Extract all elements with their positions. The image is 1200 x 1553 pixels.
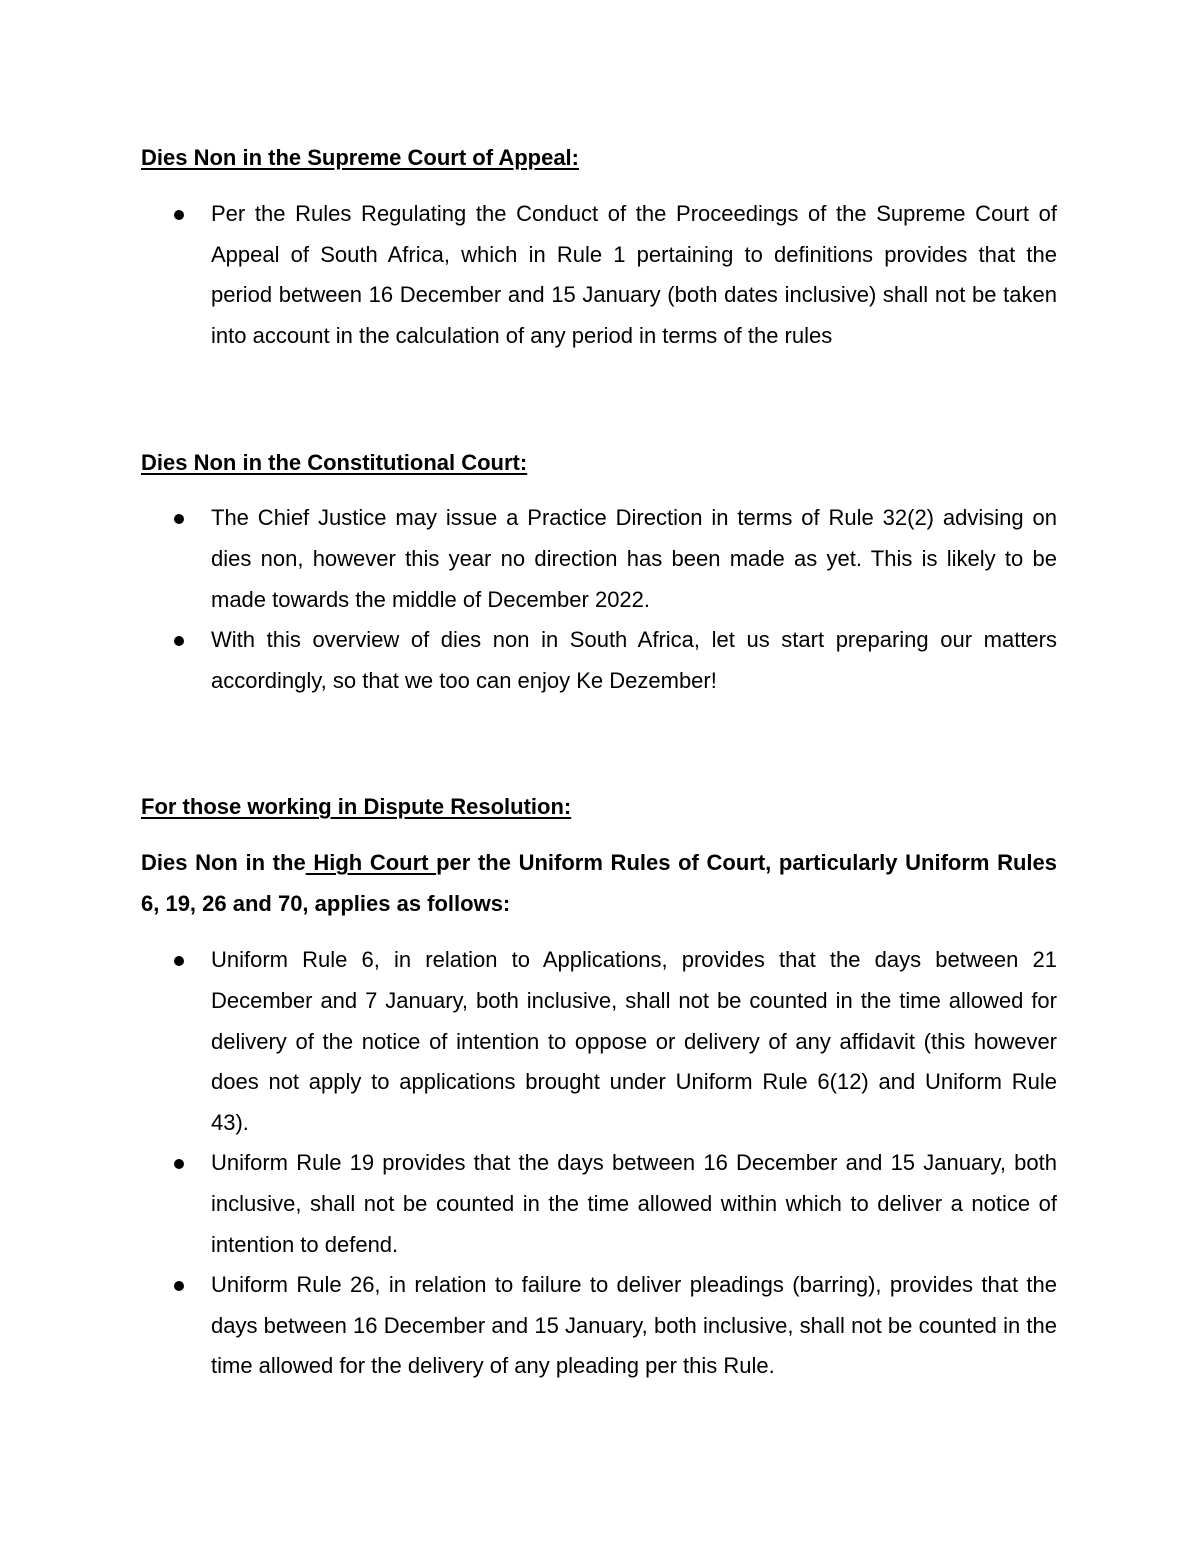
list-item — [141, 194, 1057, 356]
bullet-icon — [174, 514, 184, 524]
list-item — [141, 498, 1057, 620]
list-item-text: Per the Rules Regulating the Conduct of the Proceedings of the Supreme Court of Appeal of South Africa, which in Rule 1 pertaining to definitions provides that the period between 16 December and 15 January (both dates inclusive) shall not be taken into account in the calculation of any period in terms of the rules — [211, 201, 1057, 348]
bullet-list-supreme-court-of-appeal — [141, 194, 1057, 356]
subheading-high-court-underlined: High Court — [305, 850, 437, 876]
list-item-text: Uniform Rule 19 provides that the days between 16 December and 15 January, both inclusive, shall not be counted in the time allowed within which to deliver a notice of intention to defend. — [211, 1150, 1057, 1257]
bullet-icon — [174, 1281, 184, 1291]
subheading-prefix: Dies Non in the — [141, 850, 306, 876]
bullet-list-constitutional-court — [141, 498, 1057, 701]
bullet-list-high-court — [141, 940, 1057, 1387]
list-item-text: Uniform Rule 6, in relation to Applications, provides that the days between 21 December and 7 January, both inclusive, shall not be counted in the time allowed for delivery of the notice of intention to oppose or delivery of any affidavit (this however does not apply to applications brought under Uniform Rule 6(12) and Uniform Rule 43). — [211, 947, 1057, 1135]
list-item-text: Uniform Rule 26, in relation to failure to deliver pleadings (barring), provides that the days between 16 December and 15 January, both inclusive, shall not be counted in the time allowed for the delivery of any pleading per this Rule. — [211, 1272, 1057, 1379]
bullet-icon — [174, 956, 184, 966]
section-heading-dispute-resolution: For those working in Dispute Resolution: — [141, 794, 572, 820]
subheading-high-court — [141, 842, 1057, 924]
bullet-icon — [174, 636, 184, 646]
list-item — [141, 620, 1057, 701]
subheading-suffix: per the Uniform Rules of Court, particularly Uniform Rules 6, 19, 26 and 70, applies as follows: — [141, 850, 1057, 917]
list-item — [141, 1143, 1057, 1265]
section-heading-constitutional-court: Dies Non in the Constitutional Court: — [141, 450, 528, 476]
document-body — [141, 138, 1057, 1387]
list-item — [141, 940, 1057, 1143]
list-item — [141, 1265, 1057, 1387]
bullet-icon — [174, 1159, 184, 1169]
bullet-icon — [174, 210, 184, 220]
list-item-text: The Chief Justice may issue a Practice Direction in terms of Rule 32(2) advising on dies non, however this year no direction has been made as yet. This is likely to be made towards the middle of December 2022. — [211, 505, 1057, 612]
section-heading-supreme-court-of-appeal: Dies Non in the Supreme Court of Appeal: — [141, 145, 579, 170]
list-item-text: With this overview of dies non in South Africa, let us start preparing our matters accordingly, so that we too can enjoy Ke Dezember! — [211, 627, 1057, 693]
